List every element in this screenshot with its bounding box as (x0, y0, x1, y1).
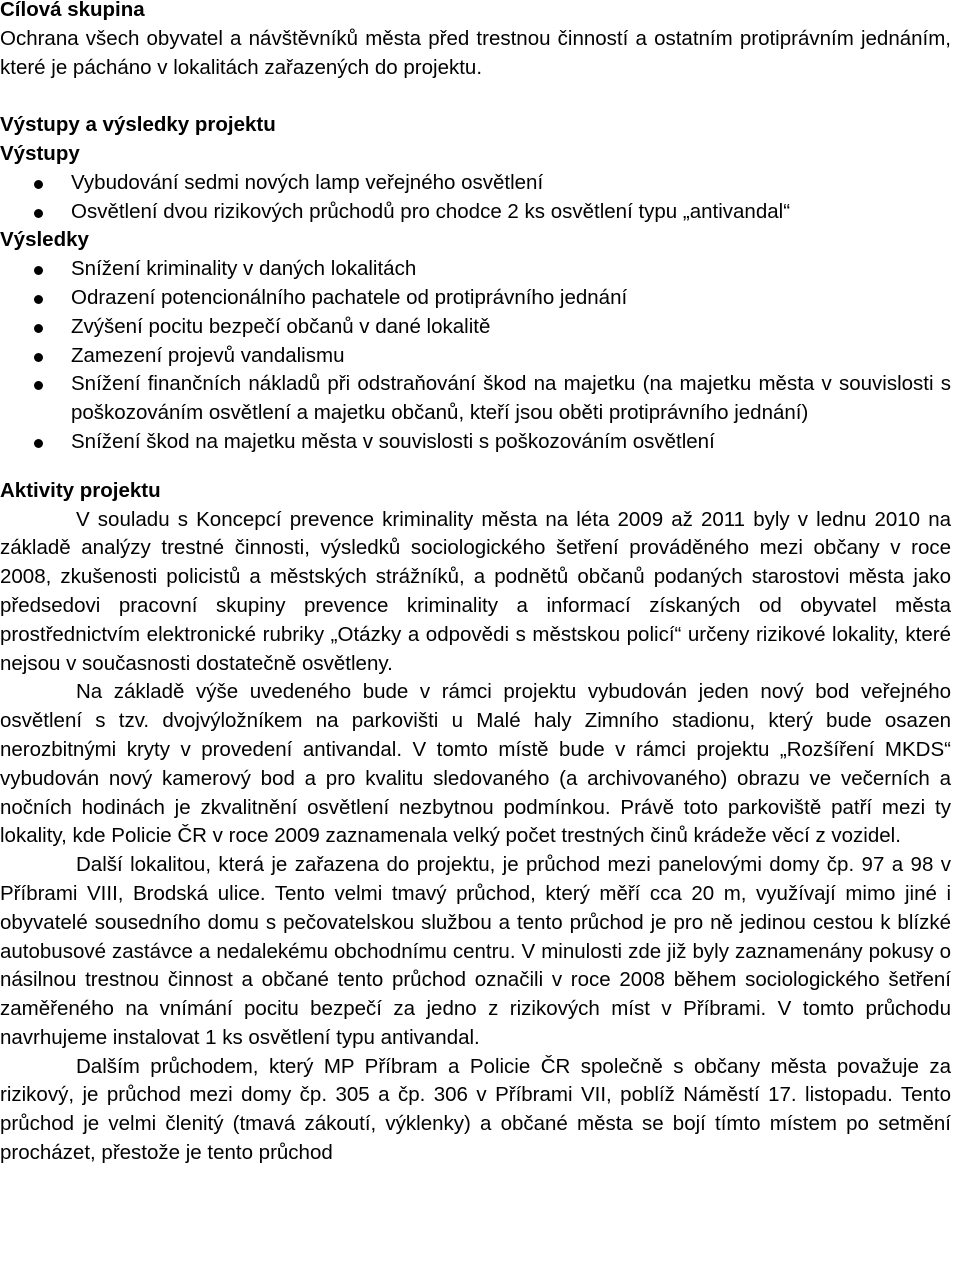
spacer (0, 82, 951, 111)
target-group-heading: Cílová skupina (0, 0, 145, 21)
outputs-heading: Výstupy (0, 141, 80, 165)
activities-paragraph: Další lokalitou, která je zařazena do projektu, je průchod mezi panelovými domy čp. 97 a 98 v Příbrami VIII, Brodská ulice. Tento velmi tmavý průchod, který měří cca 20 m, využívají mimo jiné i obyvatelé sousedního domu s pečovatelskou službou a tento průchod je pro ně jedinou cestou k blízké autobusové zastávce a nedalekému obchodnímu centru. V minulosti zde již byly zaznamenány pokusy o násilnou trestnou činnost a občané tento průchod označili v roce 2008 během sociologického šetření zaměřeného na vnímání pocitu bezpečí za jedno z rizikových míst v Příbrami. V tomto průchodu navrhujeme instalovat 1 ks osvětlení typu antivandal. (0, 853, 951, 1049)
list-item: Vybudování sedmi nových lamp veřejného osvětlení (0, 169, 951, 198)
spacer (0, 457, 951, 477)
outputs-results-heading: Výstupy a výsledky projektu (0, 113, 276, 137)
activities-paragraph: Dalším průchodem, který MP Příbram a Policie ČR společně s občany města považuje za rizikový, je průchod mezi domy čp. 305 a čp. 306 v Příbrami VII, poblíž Náměstí 17. listopadu. Tento průchod je velmi členitý (tmavá zákoutí, výklenky) a občané města se bojí tímto místem po setmění procházet, přestože je tento průchod (0, 1054, 951, 1165)
target-group-text: Ochrana všech obyvatel a návštěvníků města před trestnou činností a ostatním protiprávním jednáním, které je pácháno v lokalitách zařazených do projektu. (0, 26, 951, 79)
results-list (0, 255, 951, 457)
list-item: Zvýšení pocitu bezpečí občanů v dané lokalitě (0, 313, 951, 342)
list-item: Zamezení projevů vandalismu (0, 342, 951, 371)
list-item: Odrazení potencionálního pachatele od protiprávního jednání (0, 284, 951, 313)
results-heading: Výsledky (0, 228, 89, 252)
list-item: Snížení finančních nákladů při odstraňování škod na majetku (na majetku města v souvislosti s poškozováním osvětlení a majetku občanů, kteří jsou oběti protiprávního jednání) (0, 370, 951, 428)
outputs-list (0, 169, 951, 227)
activities-paragraph: V souladu s Koncepcí prevence kriminality města na léta 2009 až 2011 byly v lednu 2010 na základě analýzy trestné činnosti, výsledků sociologického šetření prováděného mezi občany v roce 2008, zkušenosti policistů a městských strážníků, a podnětů občanů podaných starostovi města jako předsedovi pracovní skupiny prevence kriminality a informací získaných od obyvatel města prostřednictvím elektronické rubriky „Otázky a odpovědi s městskou policí“ určeny rizikové lokality, které nejsou v současnosti dostatečně osvětleny. (0, 507, 951, 675)
list-item: Osvětlení dvou rizikových průchodů pro chodce 2 ks osvětlení typu „antivandal“ (0, 198, 951, 227)
list-item: Snížení škod na majetku města v souvislosti s poškozováním osvětlení (0, 428, 951, 457)
activities-paragraph: Na základě výše uvedeného bude v rámci projektu vybudován jeden nový bod veřejného osvětlení s tzv. dvojvýložníkem na parkovišti u Malé haly Zimního stadionu, který bude osazen nerozbitnými kryty v provedení antivandal. V tomto místě bude v rámci projektu „Rozšíření MKDS“ vybudován nový kamerový bod a pro kvalitu sledovaného (a archivovaného) obrazu ve večerních a nočních hodinách je zkvalitnění osvětlení nezbytnou podmínkou. Právě toto parkoviště patří mezi ty lokality, kde Policie ČR v roce 2009 zaznamenala velký počet trestných činů krádeže věcí z vozidel. (0, 680, 951, 848)
activities-heading: Aktivity projektu (0, 478, 161, 502)
list-item: Snížení kriminality v daných lokalitách (0, 255, 951, 284)
